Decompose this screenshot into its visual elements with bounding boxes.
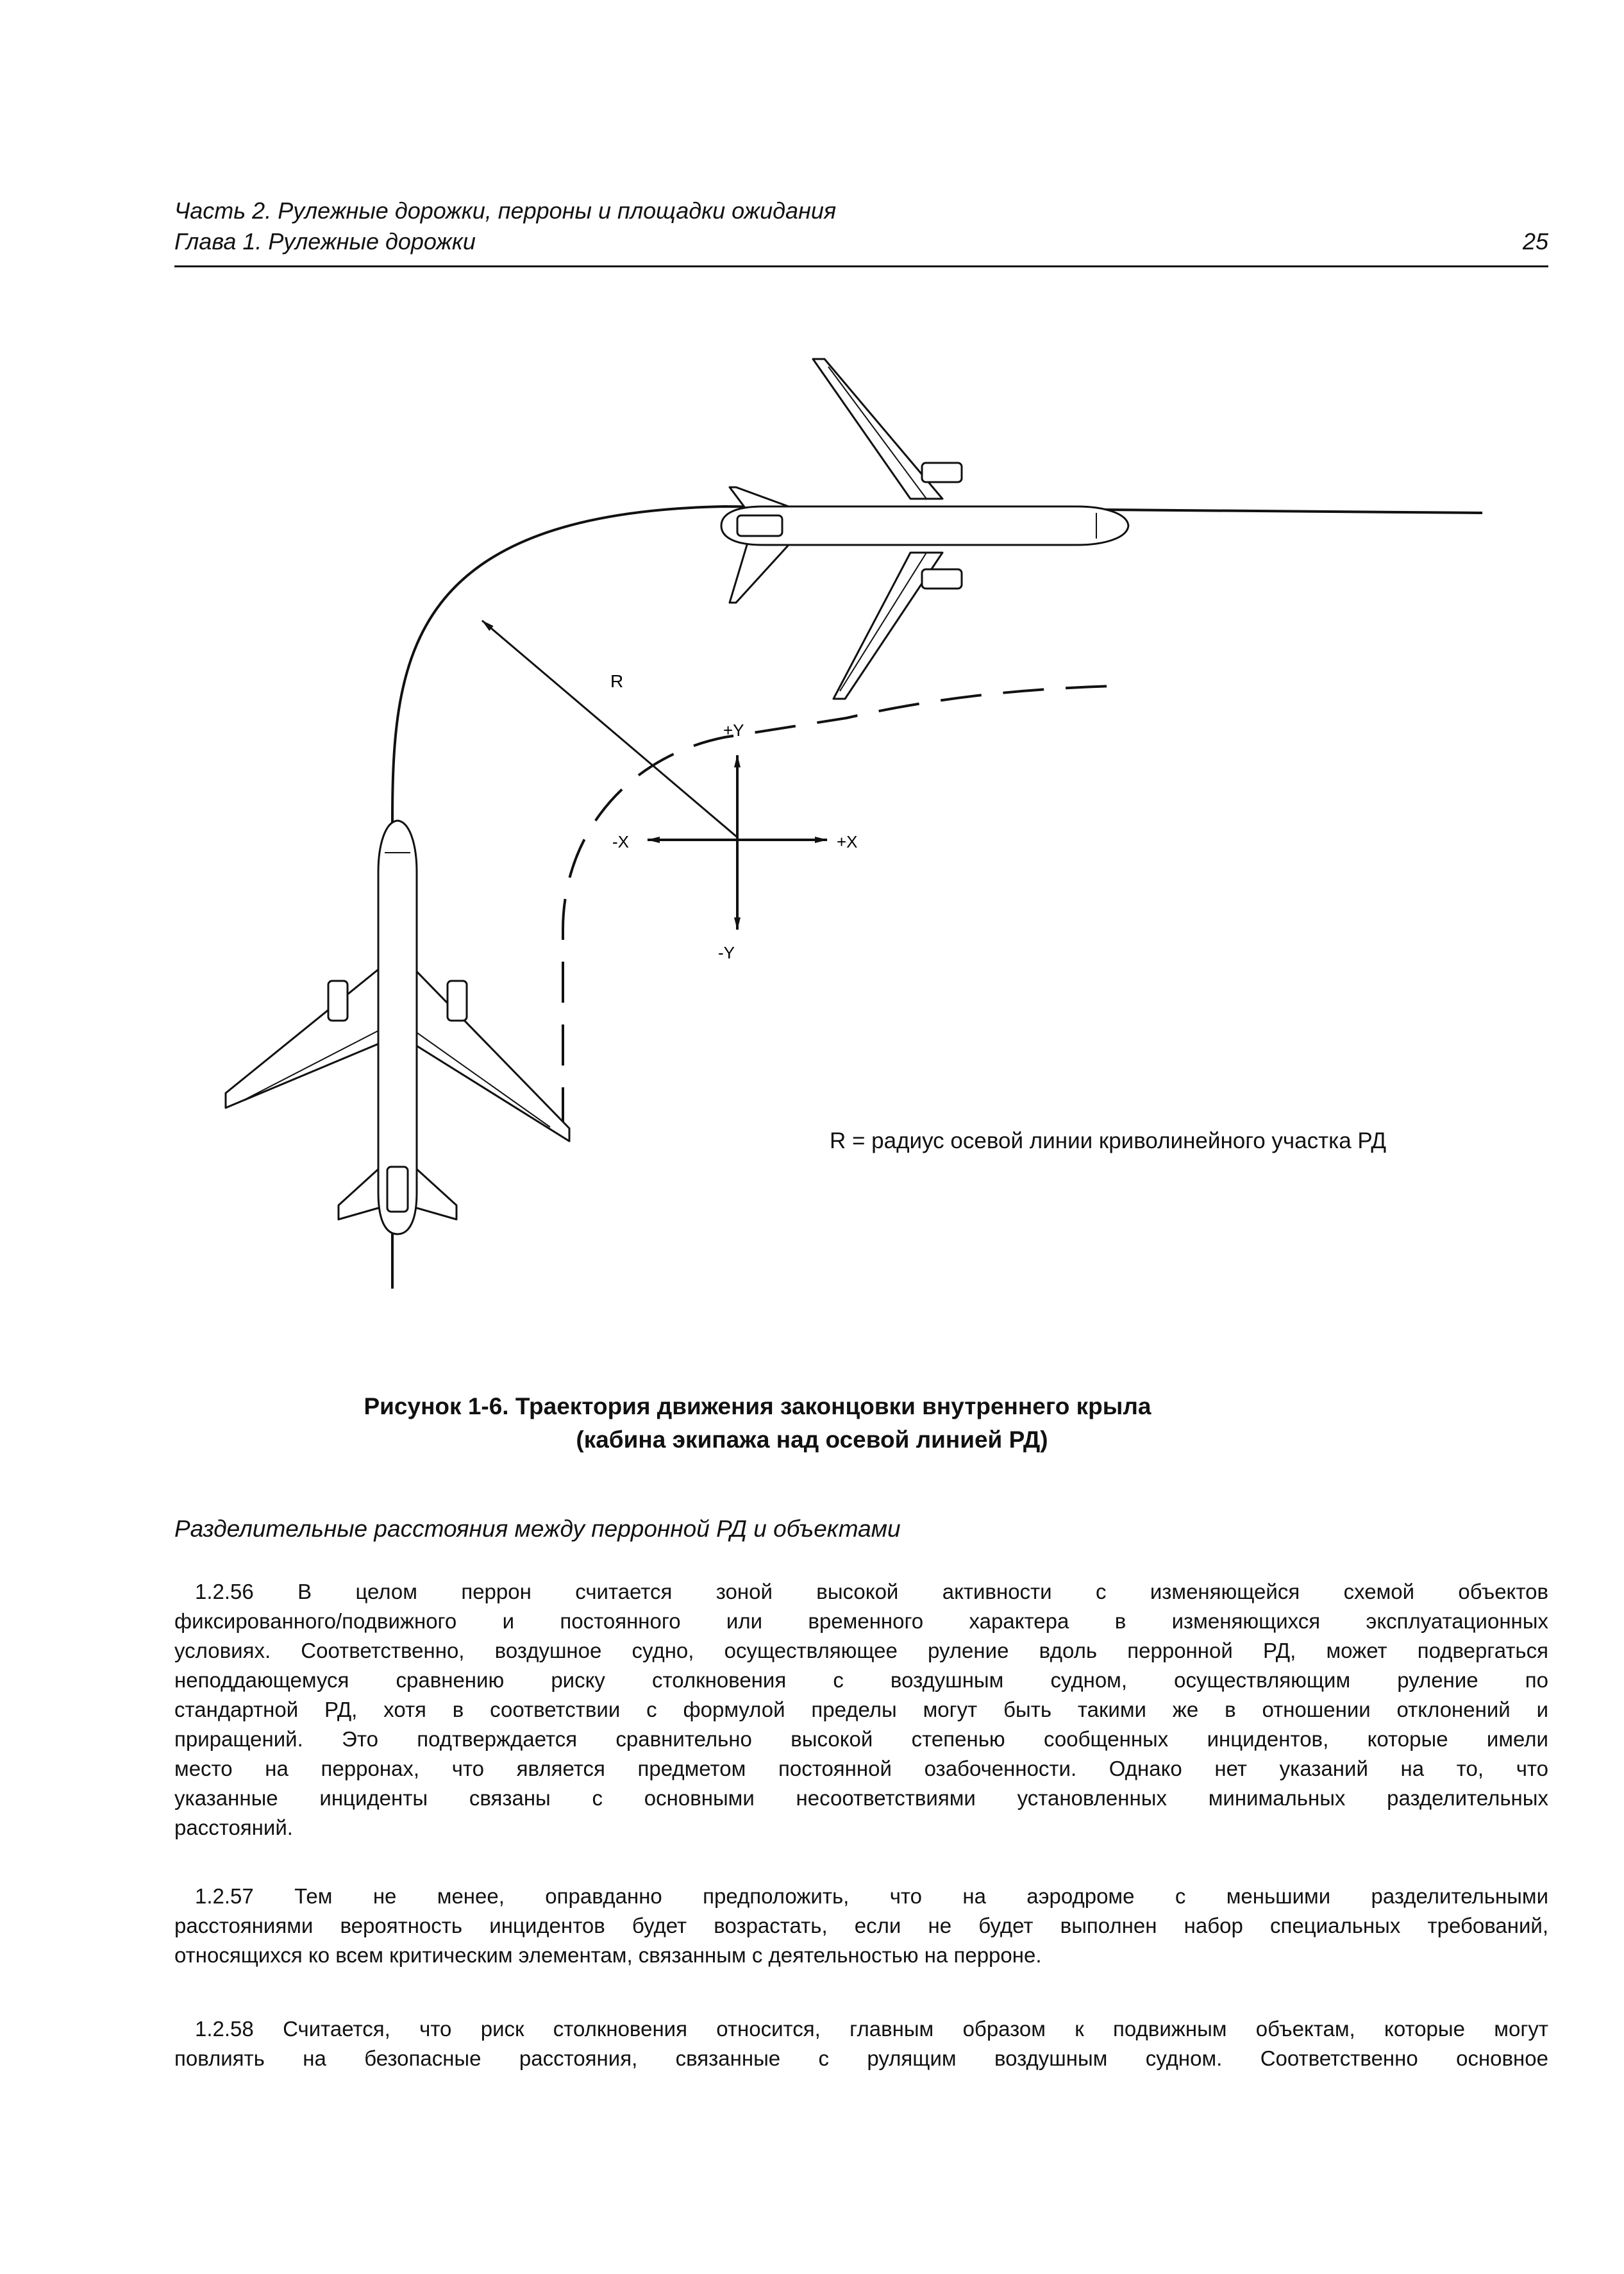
paragraph-line: 1.2.58 Считается, что риск столкновения относится, главным образом к подвижным объектам, которые могут (195, 2017, 1548, 2041)
paragraph-line: стандартной РД, хотя в соответствии с формулой пределы могут быть такими же в отношении отклонений и (174, 1698, 1548, 1721)
paragraph-line: место на перронах, что является предметом постоянной озабоченности. Однако нет указаний на то, что (174, 1757, 1548, 1780)
page-number: 25 (1522, 228, 1548, 255)
paragraph-1-2-56 (174, 1577, 1548, 1843)
paragraph-1-2-57 (174, 1882, 1548, 1970)
radius-label: R (610, 671, 624, 691)
figure-caption-line-1: Рисунок 1-6. Траектория движения законцовки внутреннего крыла (364, 1393, 1151, 1419)
aircraft-end-of-turn (721, 359, 1128, 699)
taxiway-centerline (392, 506, 1482, 1289)
paragraph-line: расстояний. (174, 1816, 293, 1839)
section-heading: Разделительные расстояния между перронной РД и объектами (174, 1516, 901, 1542)
paragraph-line: относящихся ко всем критическим элементам, связанным с деятельностью на перроне. (174, 1943, 1042, 1967)
axis-minus-x-label: -X (612, 832, 629, 851)
figure-legend: R = радиус осевой линии криволинейного участка РД (830, 1128, 1387, 1153)
paragraph-line: фиксированного/подвижного и постоянного или временного характера в изменяющихся эксплуатационных (174, 1609, 1548, 1633)
paragraph-line: указанные инциденты связаны с основными несоответствиями установленных минимальных разделительных (174, 1786, 1548, 1810)
paragraph-line: неподдающемуся сравнению риску столкновения с воздушным судном, осуществляющим руление по (174, 1668, 1548, 1692)
paragraph-line: 1.2.57 Тем не менее, оправданно предположить, что на аэродроме с меньшими разделительными (195, 1884, 1548, 1908)
axis-plus-y-label: +Y (723, 721, 744, 740)
paragraph-line: условиях. Соответственно, воздушное судно, осуществляющее руление вдоль перронной РД, может подвергаться (174, 1639, 1548, 1662)
figure-caption-line-2: (кабина экипажа над осевой линией РД) (576, 1426, 1048, 1453)
header-chapter-title: Глава 1. Рулежные дорожки (174, 228, 476, 255)
radius-line (482, 621, 737, 837)
wingtip-trajectory (563, 686, 1116, 1128)
paragraph-line: 1.2.56 В целом перрон считается зоной высокой активности с изменяющейся схемой объектов (195, 1580, 1548, 1603)
aircraft-start-of-turn (226, 821, 569, 1234)
paragraph-line: расстояниями вероятность инцидентов будет возрастать, если не будет выполнен набор специальных требований, (174, 1914, 1548, 1937)
paragraph-line: повлиять на безопасные расстояния, связанные с рулящим воздушным судном. Соответственно основное (174, 2046, 1548, 2070)
paragraph-line: приращений. Это подтверждается сравнительно высокой степенью сообщенных инцидентов, которые имели (174, 1727, 1548, 1751)
figure-caption (0, 1390, 1624, 1457)
header-part-title: Часть 2. Рулежные дорожки, перроны и площадки ожидания (174, 197, 837, 224)
axis-plus-x-label: +X (837, 832, 858, 851)
axis-minus-y-label: -Y (718, 943, 735, 962)
paragraph-1-2-58 (174, 2014, 1548, 2073)
